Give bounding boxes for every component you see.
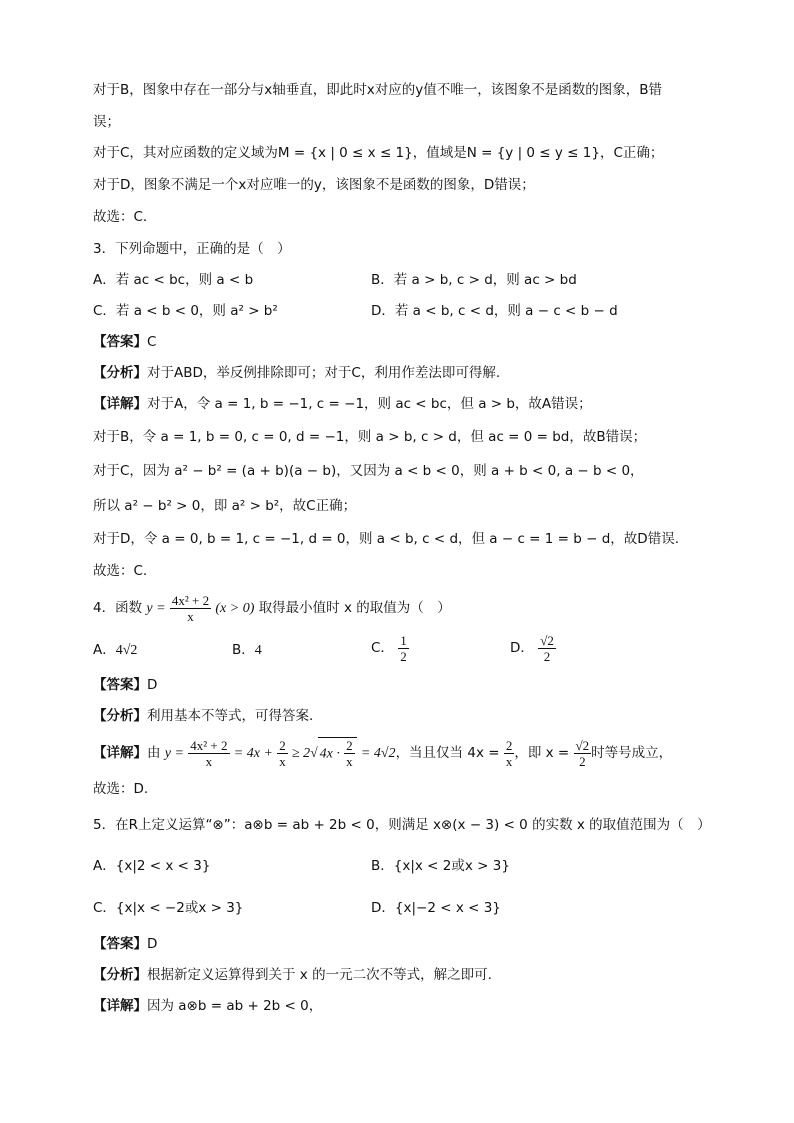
q3-detail-4: 所以 a² − b² > 0，即 a² > b²，故C正确； bbox=[93, 498, 357, 514]
q5-analysis-line bbox=[93, 965, 492, 985]
previous-choice: 故选：C． bbox=[93, 209, 157, 225]
q3-answer-line bbox=[93, 332, 156, 352]
detail-tag: 【详解】 bbox=[93, 396, 147, 412]
answer-tag: 【答案】 bbox=[93, 677, 147, 693]
q4-detail-fraction-4 bbox=[504, 738, 515, 769]
q4-option-d-denominator: 2 bbox=[543, 648, 551, 664]
q3-choice: 故选：C. bbox=[93, 563, 148, 579]
q4-func-denominator: x bbox=[187, 608, 194, 624]
q3-option-c: C．若 a < b < 0，则 a² > b² bbox=[93, 303, 278, 319]
q4-detail-fraction-5 bbox=[574, 738, 592, 769]
q4-detail-f5-numerator: √2 bbox=[575, 737, 590, 753]
q5-answer: D bbox=[147, 936, 158, 952]
q4-answer-line bbox=[93, 675, 157, 695]
q3-detail-line1 bbox=[93, 394, 592, 414]
q3-option-b: B．若 a > b, c > d，则 ac > bd bbox=[371, 272, 577, 288]
q4-detail-fraction-1 bbox=[188, 738, 229, 769]
q4-detail-f1-numerator: 4x² + 2 bbox=[190, 737, 228, 753]
q4-answer: D bbox=[147, 677, 158, 693]
q4-detail-y: y = bbox=[164, 746, 184, 761]
para-b-line2: 误； bbox=[93, 114, 120, 130]
q4-option-a bbox=[93, 640, 137, 661]
q4-detail-f2-numerator: 2 bbox=[279, 737, 286, 753]
para-b-line1: 对于B，图象中存在一部分与x轴垂直，即此时x对应的y值不唯一，该图象不是函数的图象，B错 bbox=[93, 82, 662, 98]
analysis-tag: 【分析】 bbox=[93, 365, 147, 381]
q4-detail-root-pre: 4x · bbox=[319, 746, 340, 761]
q4-stem-pre: 4．函数 bbox=[93, 600, 143, 616]
analysis-tag: 【分析】 bbox=[93, 708, 147, 724]
q3-detail-1: 对于A，令 a = 1, b = −1, c = −1，则 ac < bc，但 a > b，故A错误； bbox=[147, 396, 592, 412]
q4-detail-f4-denominator: x bbox=[505, 753, 513, 769]
q4-func-y: y = bbox=[146, 601, 166, 616]
q4-option-d-label: D． bbox=[510, 640, 534, 656]
q4-choice: 故选：D. bbox=[93, 781, 149, 797]
q4-detail-ge: ≥ 2 bbox=[292, 746, 311, 761]
q4-detail-f3-numerator: 2 bbox=[346, 737, 353, 753]
q4-analysis: 利用基本不等式，可得答案. bbox=[147, 708, 314, 724]
q3-analysis-line bbox=[93, 363, 500, 383]
sqrt-icon: √ bbox=[310, 745, 318, 760]
q4-option-d-fraction bbox=[538, 633, 556, 664]
q4-option-b bbox=[232, 640, 262, 661]
q4-option-d bbox=[510, 630, 556, 666]
q4-stem bbox=[93, 590, 451, 626]
analysis-tag: 【分析】 bbox=[93, 967, 147, 983]
answer-tag: 【答案】 bbox=[93, 334, 147, 350]
detail-tag: 【详解】 bbox=[93, 745, 147, 761]
q4-option-c-label: C． bbox=[371, 640, 394, 656]
q3-detail-2: 对于B，令 a = 1, b = 0, c = 0, d = −1，则 a > b, c > d，但 ac = 0 = bd，故B错误； bbox=[93, 429, 647, 445]
para-c: 对于C，其对应函数的定义域为M = {x | 0 ≤ x ≤ 1}，值域是N = {y | 0 ≤ y ≤ 1}，C正确； bbox=[93, 145, 664, 161]
q4-detail-when: ，当且仅当 4x = bbox=[395, 745, 500, 761]
q5-option-b: B．{x|x < 2或x > 3} bbox=[371, 858, 510, 874]
q3-stem: 3．下列命题中，正确的是（ ） bbox=[93, 241, 291, 257]
detail-tag: 【详解】 bbox=[93, 998, 147, 1014]
q4-detail-f2-denominator: x bbox=[279, 753, 286, 769]
q5-stem: 5．在R上定义运算“⊗”：a⊗b = ab + 2b < 0，则满足 x⊗(x − 3) < 0 的实数 x 的取值范围为（ ） bbox=[93, 817, 711, 833]
q4-option-c-fraction bbox=[398, 633, 409, 664]
q3-detail-3: 对于C，因为 a² − b² = (a + b)(a − b)，又因为 a < b < 0，则 a + b < 0, a − b < 0， bbox=[93, 463, 644, 479]
q4-detail-result: = 4√2 bbox=[360, 746, 396, 761]
q4-detail-pre: 由 bbox=[147, 745, 161, 761]
q4-detail-fraction-2 bbox=[277, 738, 288, 769]
q4-detail-fraction-3 bbox=[344, 738, 355, 769]
q5-option-d: D．{x|−2 < x < 3} bbox=[371, 900, 501, 916]
q3-analysis: 对于ABD，举反例排除即可；对于C，利用作差法即可得解. bbox=[147, 365, 501, 381]
q4-detail-ie: ，即 x = bbox=[514, 745, 570, 761]
q5-detail: 因为 a⊗b = ab + 2b < 0， bbox=[147, 998, 323, 1014]
q4-option-c-denominator: 2 bbox=[400, 648, 407, 664]
q4-detail-root bbox=[318, 737, 357, 769]
q4-func-condition: (x > 0) bbox=[215, 601, 255, 616]
q5-detail-line bbox=[93, 996, 322, 1016]
q5-analysis: 根据新定义运算得到关于 x 的一元二次不等式，解之即可. bbox=[147, 967, 492, 983]
q4-option-d-numerator: √2 bbox=[540, 632, 554, 648]
q3-option-d: D．若 a < b, c < d，则 a − c < b − d bbox=[371, 303, 618, 319]
q4-detail-f5-denominator: 2 bbox=[579, 753, 586, 769]
q4-option-a-value: 4√2 bbox=[115, 643, 138, 658]
q4-option-c-numerator: 1 bbox=[400, 632, 407, 648]
q3-detail-5: 对于D，令 a = 0, b = 1, c = −1, d = 0，则 a < b, c < d，但 a − c = 1 = b − d，故D错误. bbox=[93, 531, 679, 547]
q5-answer-line bbox=[93, 934, 157, 954]
answer-tag: 【答案】 bbox=[93, 936, 147, 952]
q4-option-b-value: 4 bbox=[254, 643, 262, 658]
q3-answer: C bbox=[147, 334, 157, 350]
q4-detail-eq-mid: = 4x + bbox=[233, 746, 273, 761]
q4-option-c bbox=[371, 630, 409, 666]
q4-option-b-label: B． bbox=[232, 642, 255, 658]
q3-option-a: A．若 ac < bc，则 a < b bbox=[93, 272, 254, 288]
q4-func-numerator: 4x² + 2 bbox=[171, 592, 210, 608]
q5-option-a: A．{x|2 < x < 3} bbox=[93, 858, 211, 874]
q5-option-c: C．{x|x < −2或x > 3} bbox=[93, 900, 244, 916]
q4-detail-f4-numerator: 2 bbox=[505, 737, 513, 753]
q4-analysis-line bbox=[93, 706, 313, 726]
q4-detail-post: 时等号成立， bbox=[591, 745, 673, 761]
q4-detail-f3-denominator: x bbox=[346, 753, 353, 769]
q4-option-a-label: A． bbox=[93, 642, 116, 658]
q4-stem-post: 取得最小值时 x 的取值为（ ） bbox=[258, 600, 451, 616]
para-d: 对于D，图象不满足一个x对应唯一的y，该图象不是函数的图象，D错误； bbox=[93, 177, 535, 193]
q4-detail-line bbox=[93, 733, 672, 773]
q4-func-fraction bbox=[170, 593, 211, 624]
q4-detail-f1-denominator: x bbox=[205, 753, 213, 769]
